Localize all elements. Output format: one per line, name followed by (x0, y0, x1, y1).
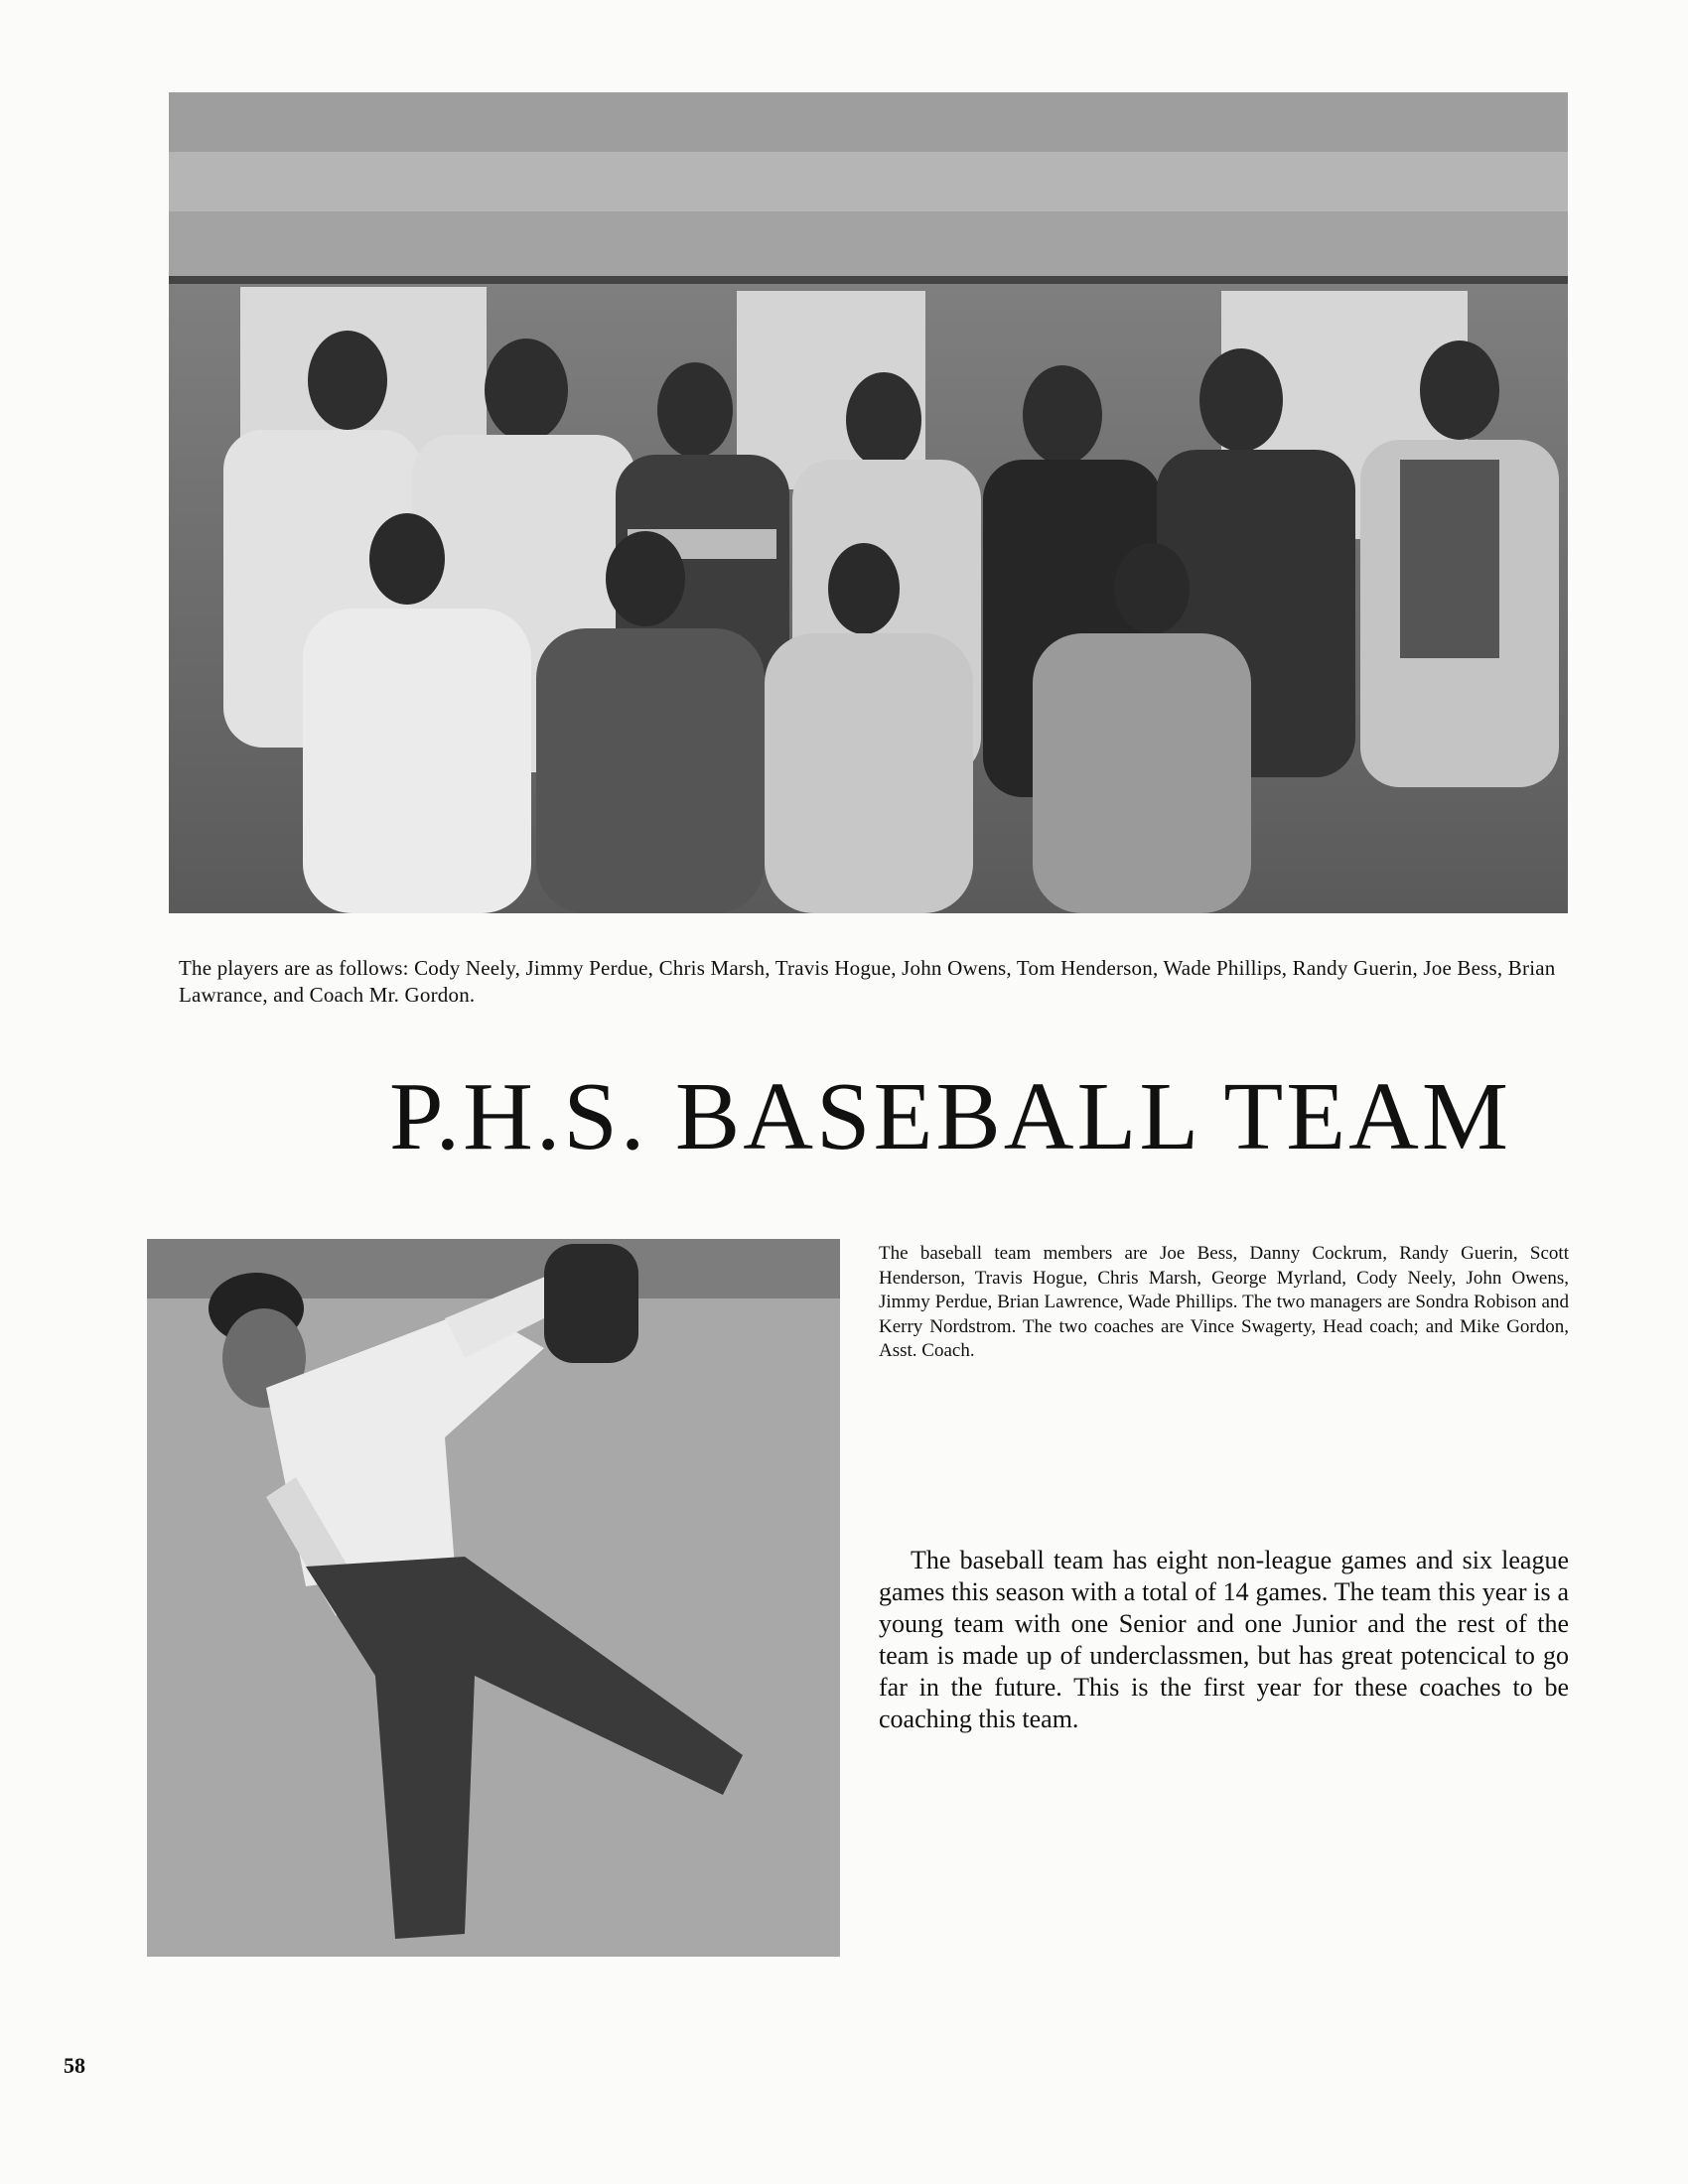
pitcher-photo (147, 1239, 840, 1957)
page-number: 58 (64, 2053, 85, 2078)
roster-paragraph: The baseball team members are Joe Bess, Danny Cockrum, Randy Guerin, Scott Henderson, Travis Hogue, Chris Marsh, George Myrland, Cody Neely, John Owens, Jimmy Perdue, Brian Lawrence, Wade Phillips. The two managers are Sondra Robison and Kerry Nordstrom. The two coaches are Vince Swagerty, Head coach; and Mike Gordon, Asst. Coach. (879, 1243, 1569, 1361)
pitcher-photo-image (147, 1239, 840, 1957)
team-photo-caption: The players are as follows: Cody Neely, Jimmy Perdue, Chris Marsh, Travis Hogue, John Owens, Tom Henderson, Wade Phillips, Randy Guerin, Joe Bess, Brian Lawrance, and Coach Mr. Gordon. (179, 956, 1556, 1007)
season-summary-paragraph: The baseball team has eight non-league games and six league games this season with a total of 14 games. The team this year is a young team with one Senior and one Junior and the rest of the team is made up of underclassmen, but has great potencical to go far in the future. This is the first year for these coaches to be coaching this team. (879, 1546, 1569, 1733)
team-photo (169, 92, 1568, 913)
team-photo-image (169, 92, 1568, 913)
page-title: P.H.S. BASEBALL TEAM (389, 1063, 1512, 1170)
